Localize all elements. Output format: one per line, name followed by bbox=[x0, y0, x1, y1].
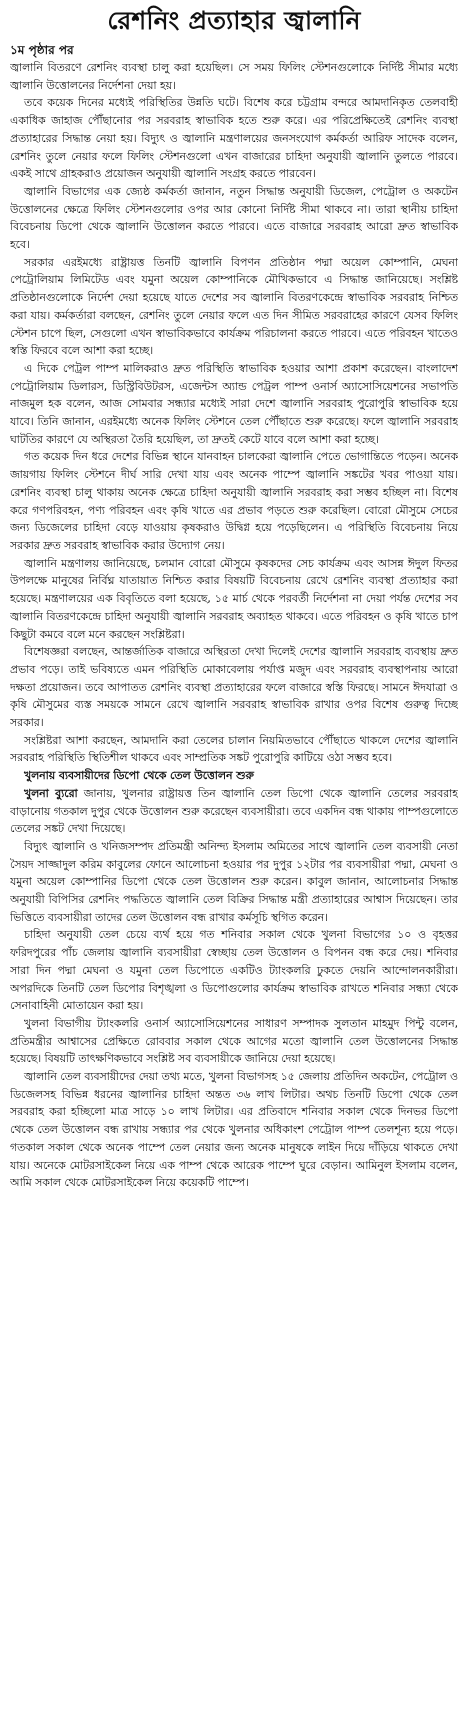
paragraph: বিশেষজ্ঞরা বলছেন, আন্তর্জাতিক বাজারে অস্থিরতা দেখা দিলেই দেশের জ্বালানি সরবরাহ ব্যবস্থায় দ্রুত প্রভাব পড়ে। তাই ভবিষ্যতে এমন পরিস্থিতি মোকাবেলায় পর্যাপ্ত মজুদ এবং সরবরাহ ব্যবস্থাপনায় আরো দক্ষতা প্রয়োজন। তবে আপাতত রেশনিং ব্যবস্থা প্রত্যাহারের ফলে বাজারে স্বস্তি ফিরছে। সামনে ঈদযাত্রা ও কৃষি মৌসুমের ব্যস্ত সময়কে সামনে রেখে জ্বালানি সরবরাহ স্বাভাবিক রাখার ওপর বিশেষ গুরুত্ব দিচ্ছে সরকার। bbox=[10, 645, 458, 730]
article-body bbox=[10, 59, 458, 1705]
paragraph: জ্বালানি বিতরণে রেশনিং ব্যবস্থা চালু করা হয়েছিল। সে সময় ফিলিং স্টেশনগুলোকে নির্দিষ্ট সীমার মধ্যে জ্বালানি উত্তোলনের নির্দেশনা দেয়া হয়। bbox=[10, 61, 458, 92]
paragraph: এ দিকে পেট্রল পাম্প মালিকরাও দ্রুত পরিস্থিতি স্বাভাবিক হওয়ার আশা প্রকাশ করেছেন। বাংলাদেশ পেট্রোলিয়াম ডিলারস, ডিস্ট্রিবিউটরস, এজেন্টস অ্যান্ড পেট্রল পাম্প ওনার্স অ্যাসোসিয়েশনের সভাপতি নাজমুল হক বলেন, আজ সোমবার সন্ধ্যার মধ্যেই সারা দেশে জ্বালানি সরবরাহ পুরোপুরি স্বাভাবিক হয়ে যাবে। তিনি জানান, এরইমধ্যে অনেক ফিলিং স্টেশনে তেল পৌঁছাতে শুরু করেছে। ফলে জ্বালানি সরবরাহ ঘাটতির কারণে যে অস্থিরতা তৈরি হয়েছিল, তা দ্রুতই কেটে যাবে বলে আশা করা হচ্ছে। bbox=[10, 361, 458, 446]
paragraph: জ্বালানি বিভাগের এক জ্যেষ্ঠ কর্মকর্তা জানান, নতুন সিদ্ধান্ত অনুযায়ী ডিজেল, পেট্রোল ও অকটেন উত্তোলনের ক্ষেত্রে ফিলিং স্টেশনগুলোর ওপর আর কোনো নির্দিষ্ট সীমা থাকবে না। তারা স্থানীয় চাহিদা বিবেচনায় ডিপো থেকে জ্বালানি উত্তোলন করতে পারবে। এতে বাজারে সরবরাহ আরো দ্রুত স্বাভাবিক হবে। bbox=[10, 184, 458, 252]
paragraph: জ্বালানি তেল ব্যবসায়ীদের দেয়া তথ্য মতে, খুলনা বিভাগসহ ১৫ জেলায় প্রতিদিন অকটেন, পেট্রোল ও ডিজেলসহ বিভিন্ন ধরনের জ্বালানির চাহিদা অন্তত ৩৬ লাখ লিটার। অথচ তিনটি ডিপো থেকে তেল সরবরাহ করা হচ্ছিলো মাত্র সাড়ে ১০ লাখ লিটার। এর প্রতিবাদে শনিবার সকাল থেকে দিনভর ডিপো থেকে তেল উত্তোলন বন্ধ রাখায় সন্ধ্যার পর থেকে খুলনার অধিকাংশ পেট্রোল পাম্প তেলশূন্য হয়ে পড়ে। গতকাল সকাল থেকে অনেক পাম্পে তেল নেয়ার জন্য অনেক মানুষকে লাইন দিয়ে দাঁড়িয়ে থাকতে দেখা যায়। অনেকে মোটরসাইকেল নিয়ে এক পাম্প থেকে আরেক পাম্পে ঘুরে বেড়ান। আমিনুল ইসলাম বলেন, আমি সকাল থেকে মোটরসাইকেল নিয়ে কয়েকটি পাম্পে। bbox=[10, 1070, 458, 1190]
paragraph: বিদ্যুৎ জ্বালানি ও খনিজসম্পদ প্রতিমন্ত্রী অনিন্দ্য ইসলাম অমিতের সাথে জ্বালানি তেল ব্যবসায়ী নেতা সৈয়দ সাজ্জাদুল করিম কাবুলের ফোনে আলোচনা হওয়ার পর দুপুর ১২টার পর ব্যবসায়ীরা পদ্মা, মেঘনা ও যমুনা অয়েল কোম্পানির ডিপো থেকে তেল উত্তোলন শুরু করেন। কাবুল জানান, আলোচনার সিদ্ধান্ত অনুযায়ী বিপিসির রেশনিং পদ্ধতিতে জ্বালানি তেল বিক্রির সিদ্ধান্ত মন্ত্রী প্রত্যাহারের আশ্বাস দিয়েছেন। তার ভিত্তিতে ব্যবসায়ীরা তাদের তেল উত্তোলন বন্ধ রাখার কর্মসূচি স্থগিত করেন। bbox=[10, 839, 458, 924]
paragraph: সরকার এরইমধ্যে রাষ্ট্রায়ত্ত তিনটি জ্বালানি বিপণন প্রতিষ্ঠান পদ্মা অয়েল কোম্পানি, মেঘনা পেট্রোলিয়াম লিমিটেড এবং যমুনা অয়েল কোম্পানিকে মৌখিকভাবে এ সিদ্ধান্ত জানিয়েছে। সংশ্লিষ্ট প্রতিষ্ঠানগুলোকে নির্দেশ দেয়া হয়েছে যাতে দেশের সব জ্বালানি বিতরণকেন্দ্রে স্বাভাবিক সরবরাহ নিশ্চিত করা যায়। কর্মকর্তারা বলছেন, রেশনিং তুলে নেয়ার ফলে এত দিন সীমিত সরবরাহের কারণে যেসব ফিলিং স্টেশন চাপে ছিল, সেগুলো এখন স্বাভাবিকভাবে কার্যক্রম পরিচালনা করতে পারবে। এতে পরিবহন খাতেও স্বস্তি ফিরবে বলে আশা করা হচ্ছে। bbox=[10, 255, 458, 358]
paragraph: খুলনা বিভাগীয় ট্যাংকলরি ওনার্স অ্যাসোসিয়েশনের সাধারণ সম্পাদক সুলতান মাহমুদ পিন্টু বলেন, প্রতিমন্ত্রীর আশ্বাসের প্রেক্ষিতে রোববার সকাল থেকে আগের মতো জ্বালানি তেল উত্তোলনের সিদ্ধান্ত হয়েছে। বিষয়টি তাৎক্ষণিকভাবে সংশ্লিষ্ট সব ব্যবসায়ীকে জানিয়ে দেয়া হয়েছে। bbox=[10, 1016, 458, 1066]
bureau-name: খুলনা ব্যুরো bbox=[24, 786, 78, 800]
paragraph: গত কয়েক দিন ধরে দেশের বিভিন্ন স্থানে যানবাহন চালকেরা জ্বালানি পেতে ভোগান্তিতে পড়েন। অনেক জায়গায় ফিলিং স্টেশনে দীর্ঘ সারি দেখা যায় এবং অনেক পাম্পে জ্বালানি সঙ্কটের খবর পাওয়া যায়। রেশনিং ব্যবস্থা চালু থাকায় অনেক ক্ষেত্রে চাহিদা অনুযায়ী জ্বালানি সরবরাহ করা সম্ভব হচ্ছিল না। বিশেষ করে গণপরিবহন, পণ্য পরিবহন এবং কৃষি খাতে এর প্রভাব পড়তে শুরু করেছিল। বোরো মৌসুমে সেচের জন্য ডিজেলের চাহিদা বেড়ে যাওয়ায় কৃষকরাও উদ্বিগ্ন হয়ে পড়েছিলেন। এ পরিস্থিতি বিবেচনায় নিয়ে সরকার দ্রুত সরবরাহ স্বাভাবিক করার উদ্যোগ নেয়। bbox=[10, 450, 458, 552]
subheading: খুলনায় ব্যবসায়ীদের ডিপো থেকে তেল উত্তোলন শুরু bbox=[24, 769, 254, 783]
headline: রেশনিং প্রত্যাহার জ্বালানি bbox=[107, 6, 361, 35]
bureau-paragraph bbox=[10, 785, 458, 838]
paragraph: তবে কয়েক দিনের মধ্যেই পরিস্থিতির উন্নতি ঘটে। বিশেষ করে চট্টগ্রাম বন্দরে আমদানিকৃত তেলবাহী একাধিক জাহাজ পৌঁছানোর পর সরবরাহ স্বাভাবিক হতে শুরু করে। এর পরিপ্রেক্ষিতেই রেশনিং ব্যবস্থা প্রত্যাহারের সিদ্ধান্ত নেয়া হয়। বিদ্যুৎ ও জ্বালানি মন্ত্রণালয়ের জনসংযোগ কর্মকর্তা আরিফ সাদেক বলেন, রেশনিং তুলে নেয়ার ফলে ফিলিং স্টেশনগুলো এখন বাজারের চাহিদা অনুযায়ী জ্বালানি তুলতে পারবে। একই সাথে গ্রাহকরাও প্রয়োজন অনুযায়ী জ্বালানি সংগ্রহ করতে পারবেন। bbox=[10, 96, 458, 181]
paragraph: সংশ্লিষ্টরা আশা করছেন, আমদানি করা তেলের চালান নিয়মিতভাবে পৌঁছাতে থাকলে দেশের জ্বালানি সরবরাহ পরিস্থিতি স্থিতিশীল থাকবে এবং সাম্প্রতিক সঙ্কট পুরোপুরি কাটিয়ে ওঠা সম্ভব হবে। bbox=[10, 733, 458, 765]
bureau-lead-text: জানায়, খুলনার রাষ্ট্রায়ত্ত তিন জ্বালানি তেল ডিপো থেকে জ্বালানি তেলের সরবরাহ বাড়ানোয় গতকাল দুপুর থেকে উত্তোলন শুরু করেছেন ব্যবসায়ীরা। তবে একদিন বন্ধ থাকায় পাম্পগুলোতে তেলের সঙ্কট দেখা দিয়েছে। bbox=[10, 786, 458, 836]
paragraph: চাহিদা অনুযায়ী তেল চেয়ে ব্যর্থ হয়ে গত শনিবার সকাল থেকে খুলনা বিভাগের ১০ ও বৃহত্তর ফরিদপুরের পাঁচ জেলায় জ্বালানি ব্যবসায়ীরা স্বেচ্ছায় তেল উত্তোলন ও বিপনন বন্ধ করে দেয়। শনিবার সারা দিন পদ্মা মেঘনা ও যমুনা তেল ডিপোতে একটিও ট্যাংকলরি ঢুকতে দেয়নি আন্দোলনকারীরা। অপরদিকে তিনটি তেল ডিপোর বিশৃঙ্খলা ও ডিপোগুলোর কার্যক্রম স্বাভাবিক রাখতে শনিবার সন্ধ্যা থেকে সেনাবাহিনী মোতায়েন করা হয়। bbox=[10, 928, 458, 1013]
paragraph: জ্বালানি মন্ত্রণালয় জানিয়েছে, চলমান বোরো মৌসুমে কৃষকদের সেচ কার্যক্রম এবং আসন্ন ঈদুল ফিতর উপলক্ষে মানুষের নির্বিঘ্ন যাতায়াত নিশ্চিত করার বিষয়টি বিবেচনায় রেখে রেশনিং ব্যবস্থা প্রত্যাহার করা হয়েছে। মন্ত্রণালয়ের এক বিবৃতিতে বলা হয়েছে, ১৫ মার্চ থেকে পরবর্তী নির্দেশনা না দেয়া পর্যন্ত দেশের সব জ্বালানি বিতরণকেন্দ্রে চাহিদা অনুযায়ী জ্বালানি সরবরাহ অব্যাহত থাকবে। এতে পরিবহন ও কৃষি খাতে চাপ কিছুটা কমবে বলে মনে করছেন সংশ্লিষ্টরা। bbox=[10, 556, 458, 641]
continuation-label: ১ম পৃষ্ঠার পর bbox=[10, 43, 74, 57]
